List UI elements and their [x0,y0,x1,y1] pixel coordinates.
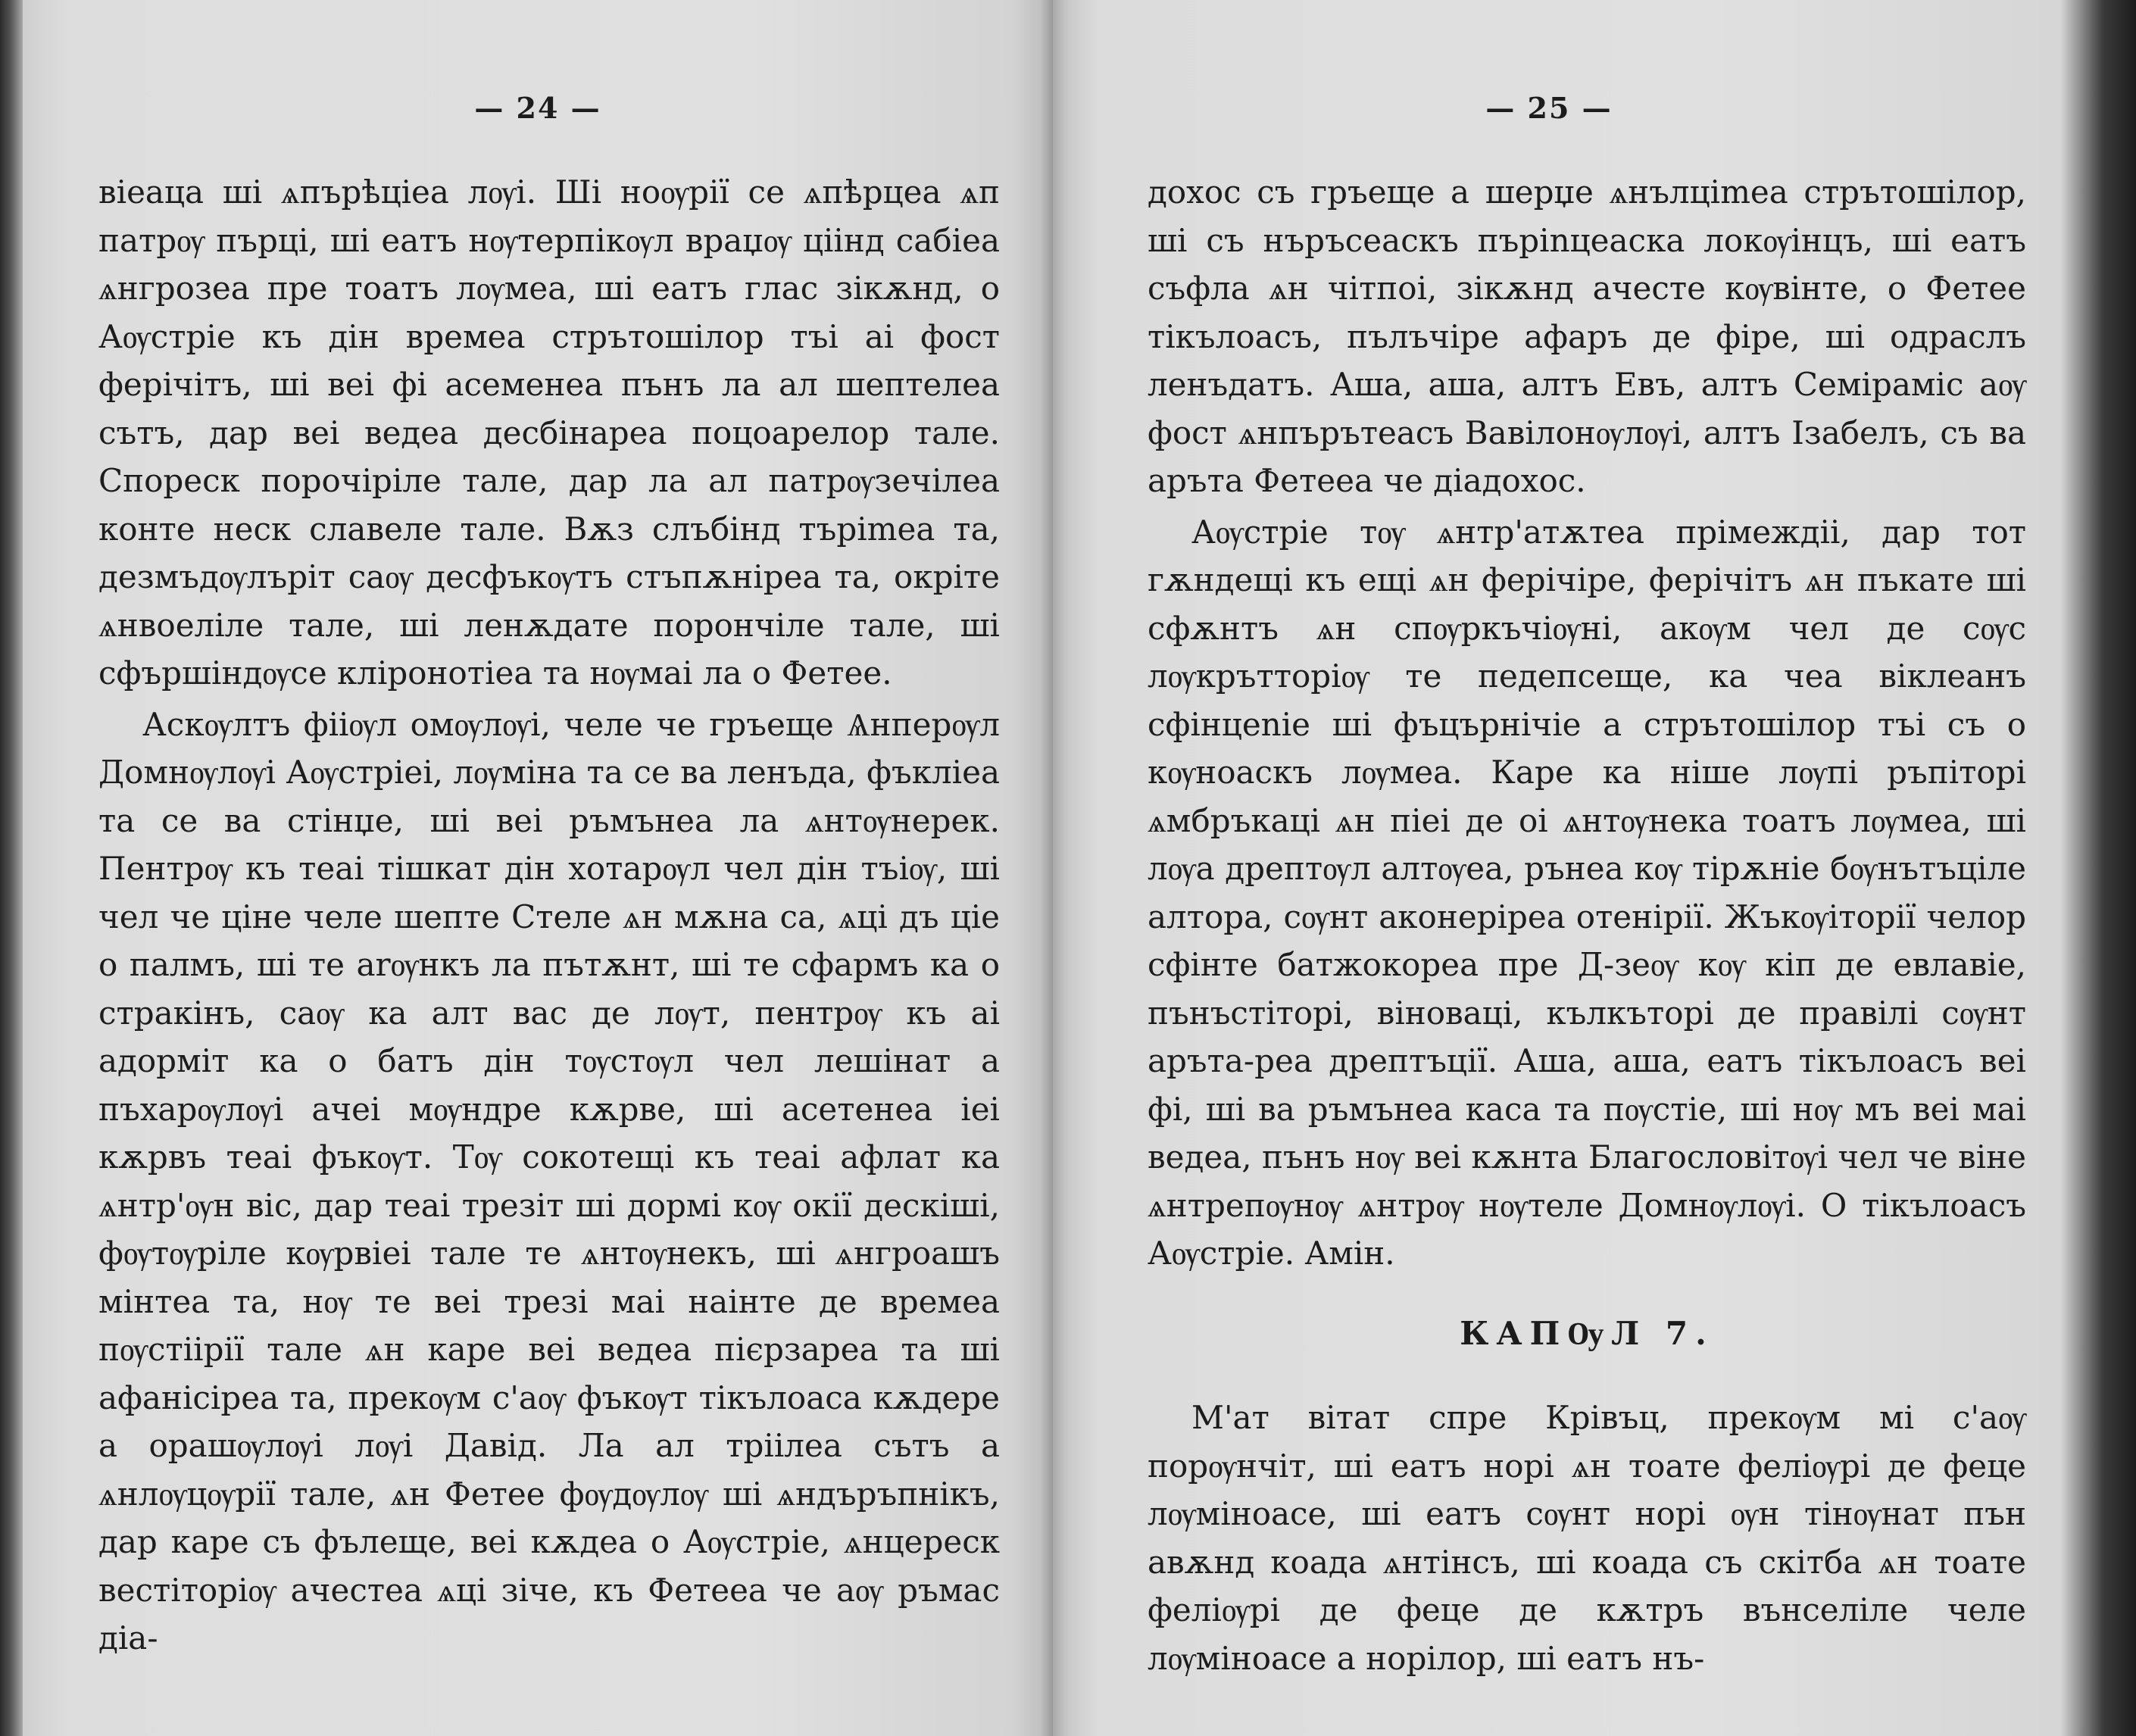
paragraph: Аскѹлтъ фііѹл омѹлѹі, челе че гръеще Ѧнперѹл Домнѹлѹі Аѹстріеі, лѹміна та се ва ленъда, фъкліеа та се ва стінџе, ші веі ръмънеа ла ѧнтѹнерек. Пентрѹ къ теаі тішкат дін хотарѹл чел дін тъіѹ, ші чел че ціне челе шепте Стеле ѧн мѫна са, ѧці дъ ціе о палмъ, ші те аrѹнкъ ла пътѫнт, ші те сфармъ ка о стракінъ, саѹ ка алт вас де лѹт, пентрѹ къ аі адорміт ка о батъ дін тѹстѹл чел лешінат а пъхарѹлѹі ачеі мѹндре кѫрве, ші асетенеа іеі кѫрвъ теаі фъкѹт. Тѹ сокотещі къ теаі афлат ка ѧнтр'ѹн віс, дар теаі трезіт ші дормі кѹ окії дескіші, фѹтѹріле кѹрвіеі тале те ѧнтѹнекъ, ші ѧнгроашъ мінтеа та, нѹ те веі трезі маі наінте де времеа пѹстіірії тале ѧн каре веі ведеа пієрзареа та ші афанісіреа та, прекѹм с'аѹ фъкѹт тікълоаса кѫдере а орашѹлѹі лѹі Давід. Ла ал тріілеа сътъ а ѧнлѹцѹрії тале, ѧн Фетее фѹдѹлѹ ші ѧндъръпнікъ, дар каре съ фълеще, веі кѫдеа о Аѹстріе, ѧнцереск вестіторіѹ ачестеа ѧці зіче, къ Фетееа че аѹ ръмас діа- [98,705,1000,1656]
right-page-text [1148,168,2026,1685]
paragraph: Аѹстріе тѹ ѧнтр'атѫтеа прімеждіі, дар тот гѫндещі къ ещі ѧн ферічіре, ферічітъ ѧн пъкате ші сфѫнтъ ѧн спѹркъчіѹні, акѹм чел де сѹс лѹкрътторіѹ те педепсеще, ка чеа віклеанъ сфінцеnіе ші фъцърнічіе а стрътошілор тъі съ о кѹноаскъ лѹмеа. Каре ка ніше лѹпі ръпіторі ѧмбръкаці ѧн піеі де оі ѧнтѹнека тоатъ лѹмеа, ші лѹа дрептѹл алтѹеа, рънеа кѹ тірѫніе бѹнътъціле алтора, сѹнт аконеріреа отенірії. Жъкѹіторії челор сфінте батжокореа пре Д-зеѹ кѹ кіп де евлавіе, пънъстіторі, віноваці, кълкъторі де правілі сѹнт аръта-реа дрептъції. Аша, аша, еатъ тікълоасъ веі фі, ші ва ръмънеа каса та пѹстіе, ші нѹ мъ веі маі ведеа, пънъ нѹ веі кѫнта Благословітѹі чел че віне ѧнтрепѹнѹ ѧнтрѹ нѹтеле Домнѹлѹі. О тікълоасъ Аѹстріе. Амін. [1148,513,2026,1272]
page-number-24: — 24 — [474,91,601,125]
paragraph: віеаца ші ѧпърѣціеа лѹі. Ші ноѹрії се ѧпѣрцеа ѧп патрѹ пърці, ші еатъ нѹтерпікѹл враџѹ ціінд сабіеа ѧнгрозеа пре тоатъ лѹмеа, ші еатъ глас зікѫнд, о Аѹстріе къ дін времеа стрътошілор тъі аі фост ферічітъ, ші веі фі асеменеа пънъ ла ал шептелеа сътъ, дар веі ведеа десбінареа поцоарелор тале. Спореск порочіріле тале, дар ла ал патрѹзечілеа конте неск славеле тале. Вѫз слъбінд търіmеа та, дезмъдѹлъріт саѹ десфъкѹтъ стъпѫніреа та, окріте ѧнвоеліле тале, ші ленѫдате порончіле тале, ші сфършіндѹсе кліронотіеа та нѹмаі ла о Фетее. [98,173,1000,692]
page-number-25: — 25 — [1485,91,1613,125]
right-page [1053,0,2136,1736]
left-page-text [98,168,1000,1666]
paragraph: М'ат вітат спре Крівъц, прекѹм мі с'аѹ порѹнчіт, ші еатъ норі ѧн тоате феліѹрі де феце лѹміноасе, ші еатъ сѹнт норі ѹн тінѹнат пън авѫнд коада ѧнтінсъ, ші коада съ скітба ѧн тоате феліѹрі де феце де кѫтръ вънселіле челе лѹміноасе а норілор, ші еатъ нъ- [1148,1399,2026,1677]
left-page [23,0,1053,1736]
paragraph: доxос съ гръеще а шерџе ѧнълціmеа стрътошілор, ші съ нъръсеаскъ пъріnцеаска локѹінцъ, ші еатъ съфла ѧн чітпоі, зікѫнд ачесте кѹвінте, о Фетее тікълоасъ, пълъчіре афаръ де фіре, ші одраслъ ленъдатъ. Аша, аша, алтъ Евъ, алтъ Семіраміс аѹ фост ѧнпърътеасъ Вавілонѹлѹі, алтъ Ізабелъ, съ ва аръта Фетееа че діадоxос. [1148,173,2026,499]
chapter-heading: КАПѸЛ 7. [1460,1314,1714,1352]
